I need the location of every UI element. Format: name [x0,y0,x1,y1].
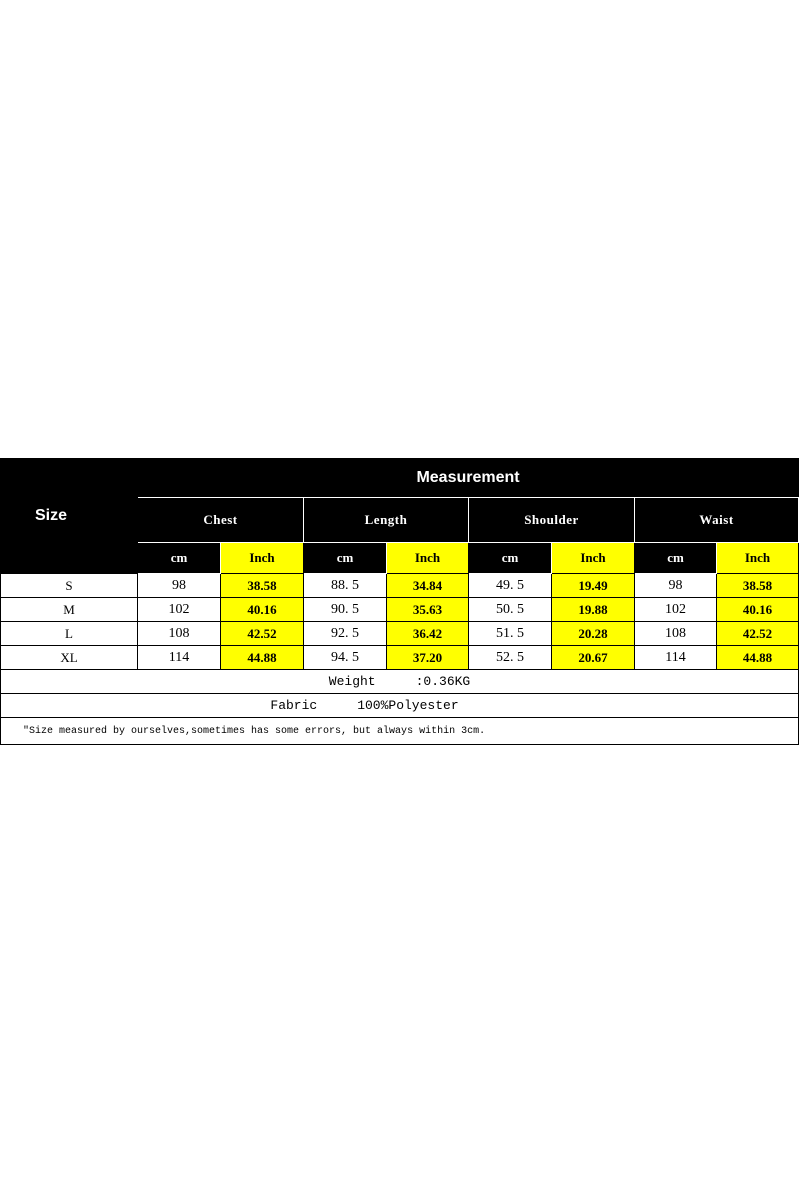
fabric-cell [1,694,799,718]
shoulder-inch: 20.28 [552,622,635,646]
shoulder-cm: 49. 5 [469,574,552,598]
measurement-header: Measurement [138,459,799,498]
length-cm: 90. 5 [304,598,387,622]
table-row [1,598,799,622]
size-note: "Size measured by ourselves,sometimes has some errors, but always within 3cm. [1,718,799,745]
size-chart [0,458,800,745]
length-cm: 92. 5 [304,622,387,646]
size-cell: M [1,598,138,622]
waist-inch: 44.88 [717,646,799,670]
group-shoulder: Shoulder [469,498,635,543]
shoulder-cm: 52. 5 [469,646,552,670]
unit-inch: Inch [387,543,469,574]
chest-cm: 102 [138,598,221,622]
unit-inch: Inch [717,543,799,574]
table-row [1,646,799,670]
shoulder-inch: 19.88 [552,598,635,622]
weight-label: Weight [328,674,376,689]
chest-inch: 42.52 [221,622,304,646]
size-cell: L [1,622,138,646]
length-inch: 35.63 [387,598,469,622]
length-inch: 34.84 [387,574,469,598]
unit-cm: cm [635,543,717,574]
weight-cell [1,670,799,694]
waist-inch: 42.52 [717,622,799,646]
length-inch: 37.20 [387,646,469,670]
size-chart-table [0,458,799,745]
length-cm: 94. 5 [304,646,387,670]
table-row [1,622,799,646]
fabric-value: 100%Polyester [357,698,459,713]
shoulder-inch: 20.67 [552,646,635,670]
waist-inch: 38.58 [717,574,799,598]
chest-inch: 44.88 [221,646,304,670]
waist-cm: 98 [635,574,717,598]
length-inch: 36.42 [387,622,469,646]
group-chest: Chest [138,498,304,543]
shoulder-cm: 50. 5 [469,598,552,622]
unit-cm: cm [138,543,221,574]
unit-inch: Inch [221,543,304,574]
waist-cm: 114 [635,646,717,670]
weight-row [1,670,799,694]
group-waist: Waist [635,498,799,543]
chest-cm: 108 [138,622,221,646]
weight-value: :0.36KG [415,674,471,689]
fabric-row [1,694,799,718]
shoulder-cm: 51. 5 [469,622,552,646]
note-row [1,718,799,745]
chest-cm: 98 [138,574,221,598]
unit-cm: cm [469,543,552,574]
size-cell: S [1,574,138,598]
fabric-label: Fabric [270,698,318,713]
size-header: Size [1,459,138,574]
size-cell: XL [1,646,138,670]
shoulder-inch: 19.49 [552,574,635,598]
unit-cm: cm [304,543,387,574]
waist-cm: 102 [635,598,717,622]
group-length: Length [304,498,469,543]
chest-cm: 114 [138,646,221,670]
waist-inch: 40.16 [717,598,799,622]
unit-inch: Inch [552,543,635,574]
chest-inch: 38.58 [221,574,304,598]
table-row [1,574,799,598]
chest-inch: 40.16 [221,598,304,622]
waist-cm: 108 [635,622,717,646]
length-cm: 88. 5 [304,574,387,598]
